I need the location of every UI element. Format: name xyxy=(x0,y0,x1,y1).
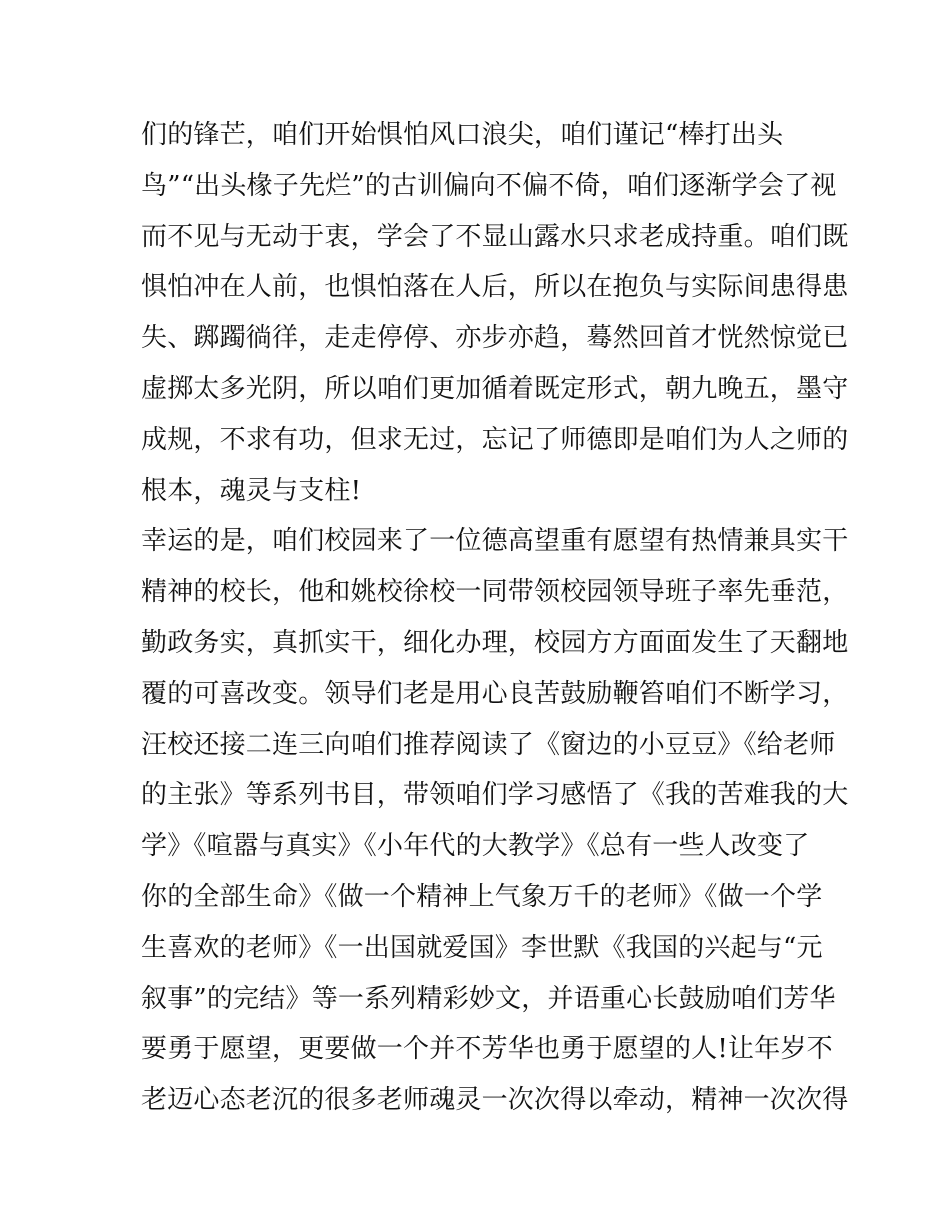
text-line: 精神的校长，他和姚校徐校一同带领校园领导班子率先垂范， xyxy=(141,577,849,608)
text-line: 虚掷太多光阴，所以咱们更加循着既定形式，朝九晚五，墨守 xyxy=(141,373,849,404)
text-line: 叙事”的完结》等一系列精彩妙文，并语重心长鼓励咱们芳华 xyxy=(141,983,836,1014)
text-line: 失、踯躅徜徉，走走停停、亦步亦趋，蓦然回首才恍然惊觉已 xyxy=(141,323,849,354)
text-line: 们的锋芒，咱们开始惧怕风口浪尖，咱们谨记“棒打出头 xyxy=(141,120,784,150)
text-line: 老迈心态老沉的很多老师魂灵一次次得以牵动，精神一次次得 xyxy=(141,1085,849,1116)
text-line: 的主张》等系列书目，带领咱们学习感悟了《我的苦难我的大 xyxy=(141,780,849,811)
body-text xyxy=(141,110,849,1126)
text-line: 根本，魂灵与支柱! xyxy=(141,475,362,506)
text-line: 惧怕冲在人前，也惧怕落在人后，所以在抱负与实际间患得患 xyxy=(141,272,849,303)
text-line: 汪校还接二连三向咱们推荐阅读了《窗边的小豆豆》《给老师 xyxy=(141,729,836,760)
text-line: 要勇于愿望，更要做一个并不芳华也勇于愿望的人!让年岁不 xyxy=(141,1034,833,1065)
text-line: 勤政务实，真抓实干，细化办理，校园方方面面发生了天翻地 xyxy=(141,627,849,658)
text-line: 而不见与无动于衷，学会了不显山露水只求老成持重。咱们既 xyxy=(141,221,849,252)
text-line: 你的全部生命》《做一个精神上气象万千的老师》《做一个学 xyxy=(141,881,823,912)
text-line: 幸运的是，咱们校园来了一位德高望重有愿望有热情兼具实干 xyxy=(141,526,849,557)
text-line: 生喜欢的老师》《一出国就爱国》李世默《我国的兴起与“元 xyxy=(141,932,823,963)
text-line: 成规，不求有功，但求无过，忘记了师德即是咱们为人之师的 xyxy=(141,424,849,455)
text-line: 覆的可喜改变。领导们老是用心良苦鼓励鞭笞咱们不断学习， xyxy=(141,678,849,709)
text-line: 鸟”“出头椽子先烂”的古训偏向不偏不倚，咱们逐渐学会了视 xyxy=(141,170,837,201)
text-line: 学》《喧嚣与真实》《小年代的大教学》《总有一些人改变了 xyxy=(141,831,810,862)
